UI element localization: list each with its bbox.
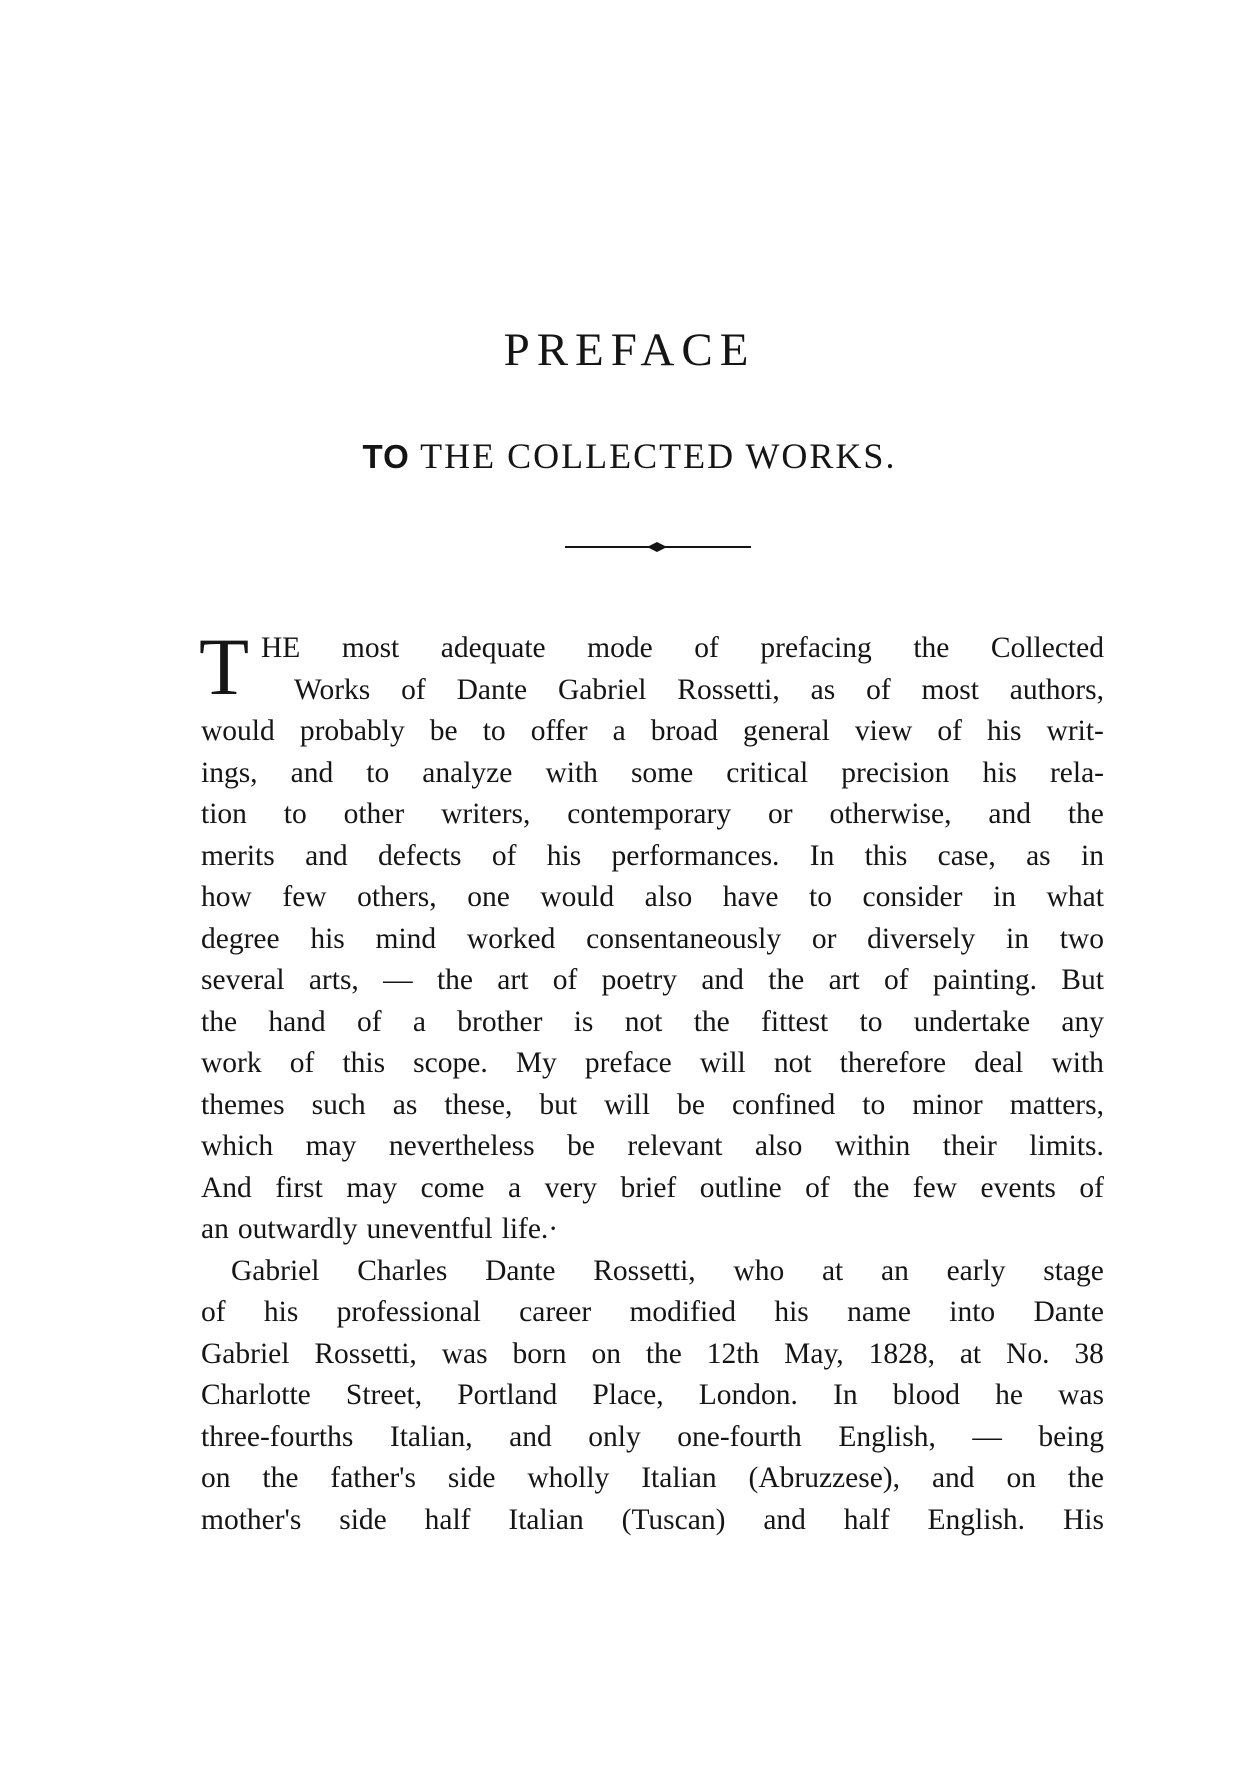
word: what [1046, 881, 1104, 913]
word: and [763, 1503, 806, 1536]
word: this [342, 1047, 386, 1079]
word: 12th [706, 1337, 760, 1370]
word: — [972, 1420, 1002, 1453]
word: May, [784, 1337, 844, 1370]
word: HE [261, 632, 301, 664]
word: may [346, 1171, 398, 1204]
word: others, [357, 881, 437, 913]
word: is [573, 1005, 594, 1038]
text-line [201, 1458, 1104, 1500]
word: but [539, 1088, 578, 1121]
word: to [283, 798, 307, 830]
word: on [1006, 1462, 1036, 1494]
word: which [201, 1130, 274, 1162]
word: outwardly [237, 1213, 358, 1245]
word: critical [726, 756, 809, 789]
text-line [201, 628, 1104, 670]
word: and [305, 839, 348, 872]
word: Place, [592, 1379, 664, 1411]
word: worked [466, 922, 556, 955]
word: three-fourths [201, 1420, 354, 1453]
word: contemporary [567, 798, 732, 830]
word: My [515, 1047, 557, 1079]
word: this [864, 839, 908, 872]
word: Gabriel [557, 673, 647, 706]
word: an [201, 1213, 229, 1245]
text-line [201, 1168, 1104, 1210]
word: uneventful [366, 1213, 493, 1245]
word: arts, [308, 964, 359, 996]
text-line [201, 1002, 1104, 1044]
word: fittest [761, 1005, 829, 1038]
word: rela- [1049, 756, 1104, 789]
word: as [1026, 839, 1051, 872]
word: such [311, 1088, 366, 1121]
word: the [436, 964, 473, 996]
word: deal [974, 1047, 1024, 1079]
word: of [884, 964, 909, 996]
word: 1828, [868, 1337, 935, 1370]
word: Italian [641, 1462, 717, 1494]
word: to [482, 715, 506, 747]
word: be [429, 715, 458, 747]
word: Gabriel [231, 1254, 320, 1287]
word: and [988, 798, 1031, 830]
word: In [833, 1379, 858, 1411]
word: of [552, 964, 578, 996]
word: few [282, 881, 327, 913]
word: consider [862, 881, 963, 913]
word: of [289, 1047, 315, 1079]
word: of [805, 1171, 830, 1204]
word: of [401, 673, 426, 706]
drop-cap: T [199, 621, 250, 712]
word: have [722, 881, 779, 913]
text-line [201, 1085, 1104, 1127]
word: was [441, 1337, 488, 1370]
word: Street, [345, 1379, 423, 1411]
word: Dante [456, 673, 528, 706]
word: very [544, 1171, 598, 1204]
word: his [310, 922, 345, 955]
word: events [980, 1171, 1056, 1204]
word: and [931, 1462, 975, 1494]
word: or [811, 922, 837, 955]
word: stage [1043, 1254, 1104, 1287]
word: the [201, 1005, 238, 1038]
word: an [881, 1254, 909, 1287]
word: the [645, 1337, 682, 1370]
text-line [201, 753, 1104, 795]
word: degree [201, 922, 280, 955]
word: of [866, 673, 891, 706]
word: may [305, 1130, 357, 1162]
word: Italian, [389, 1420, 473, 1453]
word: Dante [1033, 1296, 1104, 1328]
word: two [1059, 922, 1104, 955]
word: defects [378, 839, 462, 872]
word: only [588, 1420, 641, 1453]
word: Charlotte [201, 1379, 311, 1411]
word: half [424, 1503, 471, 1536]
word: to [859, 1005, 883, 1038]
word: case, [937, 839, 996, 872]
word: a [612, 715, 626, 747]
word: Dante [485, 1254, 556, 1287]
word: how [201, 881, 252, 913]
word: of [491, 839, 517, 872]
word: the [693, 1005, 730, 1038]
word: who [733, 1254, 785, 1287]
word: otherwise, [829, 798, 952, 830]
word: (Tuscan) [621, 1503, 726, 1536]
word: broad [650, 715, 718, 747]
word: side [447, 1462, 496, 1494]
word: his [263, 1296, 299, 1328]
word: and [701, 964, 744, 996]
word: not [773, 1047, 812, 1079]
word: 38 [1074, 1337, 1104, 1370]
word: or [767, 798, 793, 830]
word: matters, [1009, 1088, 1104, 1121]
word: offer [530, 715, 588, 747]
word: as [810, 673, 836, 706]
word: (Abruzzese), [748, 1462, 901, 1494]
word: analyze [422, 756, 513, 789]
word: these, [444, 1088, 513, 1121]
word: be [677, 1088, 705, 1121]
word: art [497, 964, 529, 996]
word: his [987, 715, 1022, 747]
opening-paragraph [199, 621, 1104, 712]
word: the [1067, 798, 1104, 830]
word: in [1006, 922, 1029, 955]
word: to [862, 1088, 886, 1121]
word: within [834, 1130, 911, 1162]
word: undertake [913, 1005, 1031, 1038]
word: several [201, 964, 285, 996]
word: the [1067, 1462, 1104, 1494]
word: art [828, 964, 860, 996]
word: side [339, 1503, 387, 1536]
word: view [854, 715, 913, 747]
text-line [201, 1417, 1104, 1459]
word: his [982, 756, 1017, 789]
word: relevant [627, 1130, 723, 1162]
word: some [630, 756, 694, 789]
word: and [290, 756, 334, 789]
text-line [201, 794, 1104, 836]
word: English, [838, 1420, 936, 1453]
text-line [201, 960, 1104, 1002]
word: most [341, 632, 400, 664]
word: to [366, 756, 390, 789]
word: his [774, 1296, 809, 1328]
word: and [509, 1420, 552, 1453]
word: work [201, 1047, 262, 1079]
word: themes [201, 1088, 285, 1121]
word: few [912, 1171, 958, 1204]
word: writ- [1046, 715, 1104, 747]
word: the [853, 1171, 890, 1204]
word: professional [336, 1296, 481, 1328]
word: other [343, 798, 405, 830]
word: merits [201, 839, 275, 872]
word: early [946, 1254, 1006, 1287]
word: also [644, 881, 693, 913]
word: be [567, 1130, 595, 1162]
word: Gabriel [201, 1337, 290, 1370]
word: Collected [990, 632, 1104, 664]
word: tion [201, 798, 247, 830]
word: Works [294, 673, 371, 706]
word: the [913, 632, 950, 664]
word: nevertheless [388, 1130, 535, 1162]
word: But [1061, 964, 1104, 996]
word: would [540, 881, 615, 913]
word: Rossetti, [593, 1254, 696, 1287]
subtitle-to: TO [362, 438, 410, 475]
word: authors, [1009, 673, 1104, 706]
word: No. [1006, 1337, 1050, 1370]
word: Portland [457, 1379, 558, 1411]
word: will [699, 1047, 746, 1079]
word: mother's [201, 1503, 302, 1536]
word: minor [912, 1088, 983, 1121]
word: His [1062, 1503, 1104, 1536]
word: diversely [867, 922, 976, 955]
word: to [809, 881, 832, 913]
word: life.· [501, 1213, 559, 1245]
word: In [809, 839, 835, 872]
text-line [201, 1209, 1104, 1251]
text-line [201, 877, 1104, 919]
page-subtitle [0, 432, 1259, 481]
word: And [201, 1171, 252, 1204]
word: modified [629, 1296, 736, 1328]
word: he [995, 1379, 1023, 1411]
word: therefore [839, 1047, 947, 1079]
word: precision [841, 756, 950, 789]
word: prefacing [760, 632, 872, 664]
text-line [201, 919, 1104, 961]
word: ings, [201, 756, 258, 789]
word: poetry [601, 964, 677, 996]
word: into [949, 1296, 996, 1328]
word: hand [268, 1005, 326, 1038]
word: blood [892, 1379, 960, 1411]
word: Rossetti, [677, 673, 780, 706]
word: not [624, 1005, 663, 1038]
word: most [921, 673, 979, 706]
word: English. [927, 1503, 1026, 1536]
word: painting. [932, 964, 1037, 996]
word: probably [299, 715, 405, 747]
word: of [1079, 1171, 1104, 1204]
word: in [993, 881, 1016, 913]
ornament-divider [565, 537, 751, 557]
word: would [201, 715, 275, 747]
word: father's [330, 1462, 416, 1494]
word: one [467, 881, 510, 913]
word: brief [620, 1171, 677, 1204]
word: first [275, 1171, 323, 1204]
text-line [201, 1334, 1104, 1376]
word: limits. [1029, 1130, 1104, 1162]
word: with [1051, 1047, 1104, 1079]
word: with [545, 756, 598, 789]
word: as [392, 1088, 418, 1121]
text-line [201, 1043, 1104, 1085]
body-text [199, 621, 1104, 1541]
word: of [356, 1005, 382, 1038]
word: the [768, 964, 805, 996]
subtitle-rest: THE COLLECTED WORKS. [420, 436, 897, 476]
word: come [420, 1171, 485, 1204]
word: preface [584, 1047, 672, 1079]
word: a [508, 1171, 522, 1204]
word: also [754, 1130, 803, 1162]
word: confined [732, 1088, 836, 1121]
word: at [821, 1254, 844, 1287]
word: name [847, 1296, 911, 1328]
word: was [1058, 1379, 1104, 1411]
text-line [201, 836, 1104, 878]
word: mind [375, 922, 437, 955]
word: at [959, 1337, 982, 1370]
word: of [694, 632, 719, 664]
word: outline [699, 1171, 782, 1204]
text-line [201, 670, 1104, 712]
word: Charles [357, 1254, 448, 1287]
word: their [942, 1130, 997, 1162]
word: on [201, 1462, 231, 1494]
text-line [201, 1292, 1104, 1334]
text-line [201, 1375, 1104, 1417]
word: scope. [413, 1047, 488, 1079]
text-line [201, 1251, 1104, 1293]
word: writers, [441, 798, 531, 830]
word: half [843, 1503, 890, 1536]
word: London. [698, 1379, 798, 1411]
word: career [519, 1296, 592, 1328]
page-title: PREFACE [503, 324, 756, 376]
word: of [201, 1296, 226, 1328]
word: born [512, 1337, 567, 1370]
word: consentaneously [586, 922, 782, 955]
word: on [591, 1337, 621, 1370]
word: any [1061, 1005, 1104, 1038]
word: his [546, 839, 582, 872]
word: — [383, 964, 413, 996]
word: wholly [527, 1462, 610, 1494]
word: brother [457, 1005, 543, 1038]
word: performances. [611, 839, 780, 872]
word: the [262, 1462, 299, 1494]
word: Italian [508, 1503, 584, 1536]
word: a [412, 1005, 426, 1038]
word: will [604, 1088, 651, 1121]
word: mode [587, 632, 653, 664]
text-line [201, 1126, 1104, 1168]
word: one-fourth [677, 1420, 802, 1453]
word: in [1081, 839, 1104, 872]
text-line [201, 1500, 1104, 1542]
word: of [937, 715, 962, 747]
word: adequate [440, 632, 546, 664]
word: being [1038, 1420, 1104, 1453]
word: general [743, 715, 830, 747]
text-line [201, 711, 1104, 753]
word: Rossetti, [314, 1337, 417, 1370]
